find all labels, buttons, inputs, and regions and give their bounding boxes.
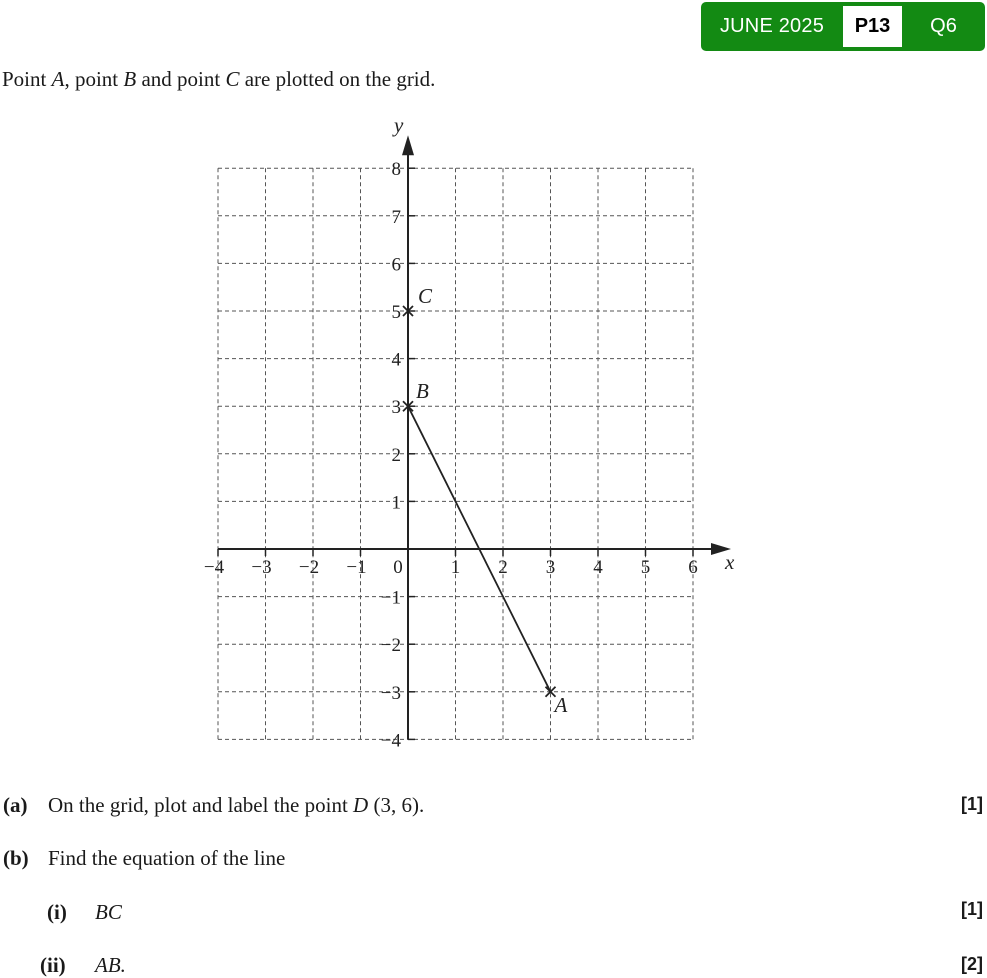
part-a-label: (a) (3, 793, 28, 817)
point-b-label: B (416, 379, 429, 404)
part-a-marks: [1] (961, 794, 983, 814)
x-tick-label: −1 (346, 557, 367, 578)
x-axis-label: x (725, 550, 735, 574)
part-b-ii-text: AB. (95, 953, 126, 977)
x-tick-label: −3 (251, 557, 272, 578)
x-tick-label: −2 (298, 557, 320, 578)
part-b-i (47, 900, 122, 925)
x-tick-label: 5 (640, 557, 651, 578)
paper-number: P13 (843, 6, 902, 47)
part-b-ii (40, 953, 126, 978)
intro-text-2: , point (64, 67, 124, 91)
x-tick-label: 2 (498, 557, 508, 578)
part-a-coords: (3, 6). (368, 793, 425, 817)
grid-lines (218, 168, 693, 739)
intro-point-b: B (123, 67, 137, 91)
part-b-i-marks: [1] (961, 899, 983, 919)
part-b (3, 846, 285, 871)
y-tick-label: −1 (380, 587, 401, 609)
plotted-points (403, 284, 568, 717)
y-tick-label: −3 (380, 682, 401, 704)
part-b-text: Find the equation of the line (48, 846, 286, 870)
question-number: Q6 (930, 15, 957, 37)
intro-point-a: A (51, 67, 65, 91)
intro-text-1: Point (2, 67, 52, 91)
y-tick-label: 2 (391, 444, 401, 466)
point-a-label: A (554, 692, 568, 717)
x-tick-label: 3 (545, 557, 556, 578)
part-a-point: D (353, 793, 369, 817)
exam-date: JUNE 2025 (719, 15, 825, 37)
part-b-label: (b) (3, 846, 29, 870)
x-tick-label: 6 (688, 557, 698, 578)
y-tick-label: 5 (391, 302, 401, 323)
intro-text-3: and point (136, 67, 226, 91)
y-tick-label: −4 (380, 730, 401, 752)
y-tick-label: 4 (391, 349, 401, 371)
part-a-text: On the grid, plot and label the point (48, 793, 354, 817)
y-tick-label: 1 (391, 492, 401, 514)
x-tick-label: −4 (203, 557, 225, 578)
part-a (3, 793, 424, 818)
y-tick-label: 7 (391, 206, 401, 228)
tick-labels (204, 113, 735, 751)
x-tick-label: 4 (593, 557, 603, 578)
part-b-i-label: (i) (47, 900, 67, 924)
intro-text-4: are plotted on the grid. (239, 67, 436, 91)
x-tick-label: 0 (393, 557, 403, 578)
point-c-label: C (418, 284, 433, 308)
y-axis-label: y (394, 113, 404, 138)
axes (218, 135, 731, 739)
y-tick-label: 3 (391, 397, 401, 419)
y-tick-label: 6 (391, 254, 401, 276)
part-b-ii-marks: [2] (961, 954, 983, 974)
y-tick-label: −2 (380, 635, 401, 657)
y-axis-arrow (402, 135, 414, 155)
intro-point-c: C (225, 67, 240, 91)
part-b-i-text: BC (95, 900, 122, 924)
y-tick-label: 8 (391, 159, 401, 181)
part-b-ii-label: (ii) (40, 953, 66, 977)
x-tick-label: 1 (450, 557, 461, 578)
